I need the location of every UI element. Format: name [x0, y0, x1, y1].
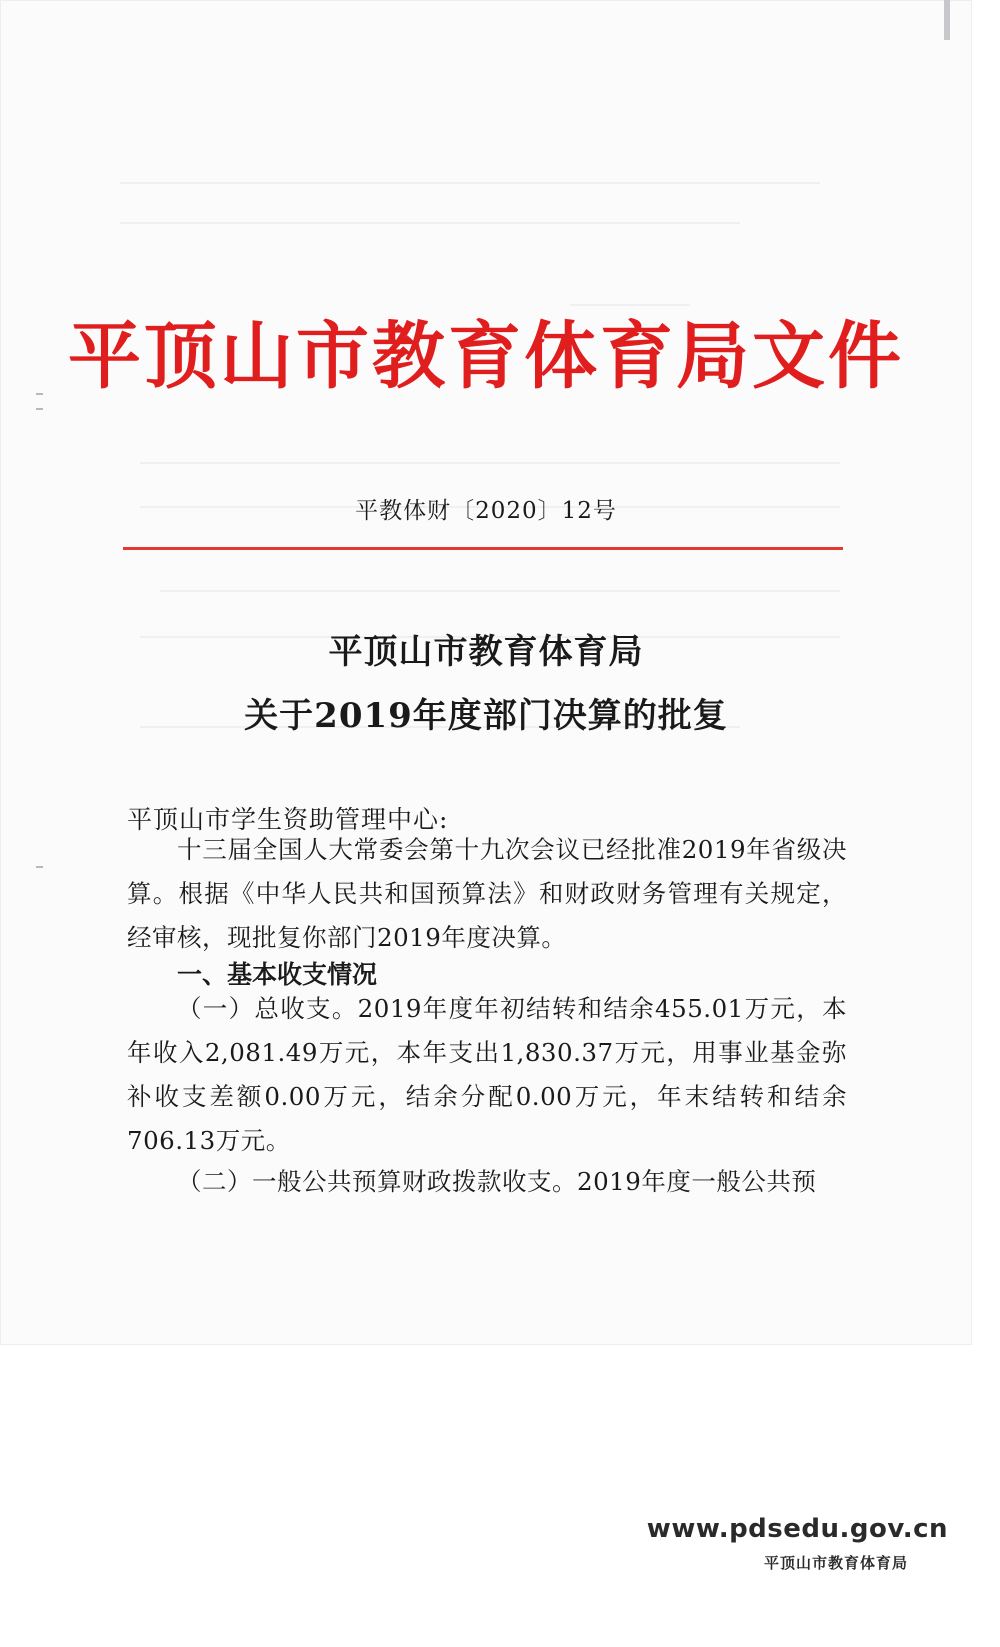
fold-mark [944, 0, 950, 40]
bleed-through-mark [160, 590, 840, 592]
reply-title-line-2: 关于2019年度部门决算的批复 [244, 696, 728, 736]
bleed-through-mark [120, 222, 740, 224]
document-header-title: 平顶山市教育体育局文件 [68, 313, 904, 399]
body-paragraph-2: （一）总收支。2019年度年初结转和结余455.01万元，本年收入2,081.49万元，本年支出1,830.37万元，用事业基金弥补收支差额0.00万元，结余分配0.00万元，年末结转和结余706.13万元。 [127, 994, 847, 1155]
section-heading-1: 一、基本收支情况 [177, 960, 378, 989]
red-divider-line [123, 547, 843, 550]
binding-mark [36, 408, 43, 410]
footer-organization: 平顶山市教育体育局 [763, 1554, 908, 1572]
document-number: 平教体财〔2020〕12号 [355, 498, 617, 524]
reply-title-line-1: 平顶山市教育体育局 [328, 632, 644, 672]
addressee: 平顶山市学生资助管理中心: [127, 805, 449, 834]
binding-mark [36, 866, 43, 868]
bleed-through-mark [570, 304, 690, 306]
body-paragraph-1: 十三届全国人大常委会第十九次会议已经批准2019年省级决算。根据《中华人民共和国预算法》和财政财务管理有关规定，经审核，现批复你部门2019年度决算。 [127, 835, 847, 952]
body-paragraph-3: （二）一般公共预算财政拨款收支。2019年度一般公共预 [177, 1167, 817, 1196]
binding-mark [36, 393, 43, 395]
bleed-through-mark [120, 182, 820, 184]
bleed-through-mark [140, 462, 840, 464]
footer-website-url: www.pdsedu.gov.cn [646, 1514, 948, 1544]
